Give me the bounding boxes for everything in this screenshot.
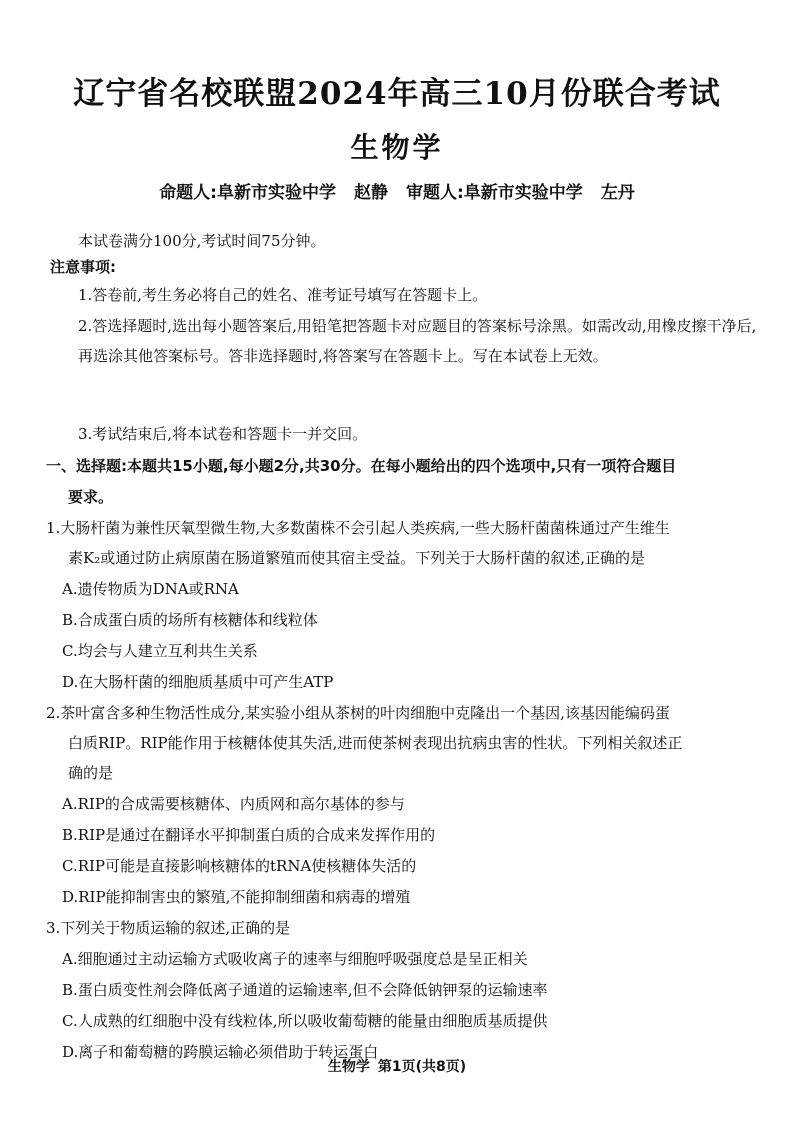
notice-item-3: 3.考试结束后,将本试卷和答题卡一并交回。 — [78, 425, 368, 443]
section-heading — [46, 451, 762, 513]
question-2-option-a: A.RIP的合成需要核糖体、内质网和高尔基体的参与 — [62, 795, 405, 813]
section-heading-line-1: 一、选择题:本题共15小题,每小题2分,共30分。在每小题给出的四个选项中,只有一项符合题目 — [46, 457, 677, 475]
question-1-line-1: 1.大肠杆菌为兼性厌氧型微生物,大多数菌株不会引起人类疾病,一些大肠杆菌菌株通过产生维生 — [46, 519, 670, 537]
section-heading-line-2: 要求。 — [68, 488, 114, 506]
question-2-line-1: 2.茶叶富含多种生物活性成分,某实验小组从茶树的叶肉细胞中克隆出一个基因,该基因能编码蛋 — [46, 704, 670, 722]
question-3 — [46, 913, 762, 943]
exam-title: 辽宁省名校联盟2024年高三10月份联合考试 — [73, 76, 721, 112]
question-2 — [46, 698, 762, 788]
question-2-line-2: 白质RIP。RIP能作用于核糖体使其失活,进而使茶树表现出抗病虫害的性状。下列相关叙述正 — [68, 734, 683, 752]
question-1-option-c: C.均会与人建立互利共生关系 — [62, 642, 258, 660]
question-2-option-c: C.RIP可能是直接影响核糖体的tRNA使核糖体失活的 — [62, 857, 417, 875]
subject-title: 生物学 — [350, 131, 444, 164]
question-2-option-d: D.RIP能抑制害虫的繁殖,不能抑制细菌和病毒的增殖 — [62, 888, 411, 906]
question-1-option-a: A.遗传物质为DNA或RNA — [62, 580, 239, 598]
notice-heading: 注意事项: — [50, 258, 116, 276]
question-3-option-b: B.蛋白质变性剂会降低离子通道的运输速率,但不会降低钠钾泵的运输速率 — [62, 981, 548, 999]
reviewer-name: 左丹 — [600, 183, 635, 203]
footer-subject: 生物学 — [327, 1059, 370, 1075]
footer-page-number: 第1页(共8页) — [377, 1059, 467, 1075]
question-3-option-c: C.人成熟的红细胞中没有线粒体,所以吸收葡萄糖的能量由细胞质基质提供 — [62, 1012, 548, 1030]
setter-name: 赵静 — [354, 183, 388, 203]
question-2-line-3: 确的是 — [68, 764, 114, 782]
reviewer-label: 审题人:阜新市实验中学 — [406, 183, 583, 203]
question-1-option-b: B.合成蛋白质的场所有核糖体和线粒体 — [62, 611, 318, 629]
question-3-line-1: 3.下列关于物质运输的叙述,正确的是 — [46, 919, 291, 937]
page-footer — [0, 1056, 794, 1076]
question-1-option-d: D.在大肠杆菌的细胞质基质中可产生ATP — [62, 673, 334, 691]
notice-item-1: 1.答卷前,考生务必将自己的姓名、准考证号填写在答题卡上。 — [78, 286, 488, 304]
question-2-option-b: B.RIP是通过在翻译水平抑制蛋白质的合成来发挥作用的 — [62, 826, 436, 844]
question-3-option-d: D.离子和葡萄糖的跨膜运输必须借助于转运蛋白 — [62, 1043, 379, 1061]
notice-item-2: 2.答选择题时,选出每小题答案后,用铅笔把答题卡对应题目的答案标号涂黑。如需改动,用橡皮擦干净后,再选涂其他答案标号。答非选择题时,将答案写在答题卡上。写在本试卷上无效。 — [78, 317, 757, 365]
question-1-line-2: 素K₂或通过防止病原菌在肠道繁殖而使其宿主受益。下列关于大肠杆菌的叙述,正确的是 — [68, 549, 645, 567]
question-1 — [46, 513, 762, 573]
setter-label: 命题人:阜新市实验中学 — [159, 183, 336, 203]
exam-intro: 本试卷满分100分,考试时间75分钟。 — [78, 232, 326, 250]
authors-line — [0, 178, 794, 203]
question-3-option-a: A.细胞通过主动运输方式吸收离子的速率与细胞呼吸强度总是呈正相关 — [62, 950, 528, 968]
